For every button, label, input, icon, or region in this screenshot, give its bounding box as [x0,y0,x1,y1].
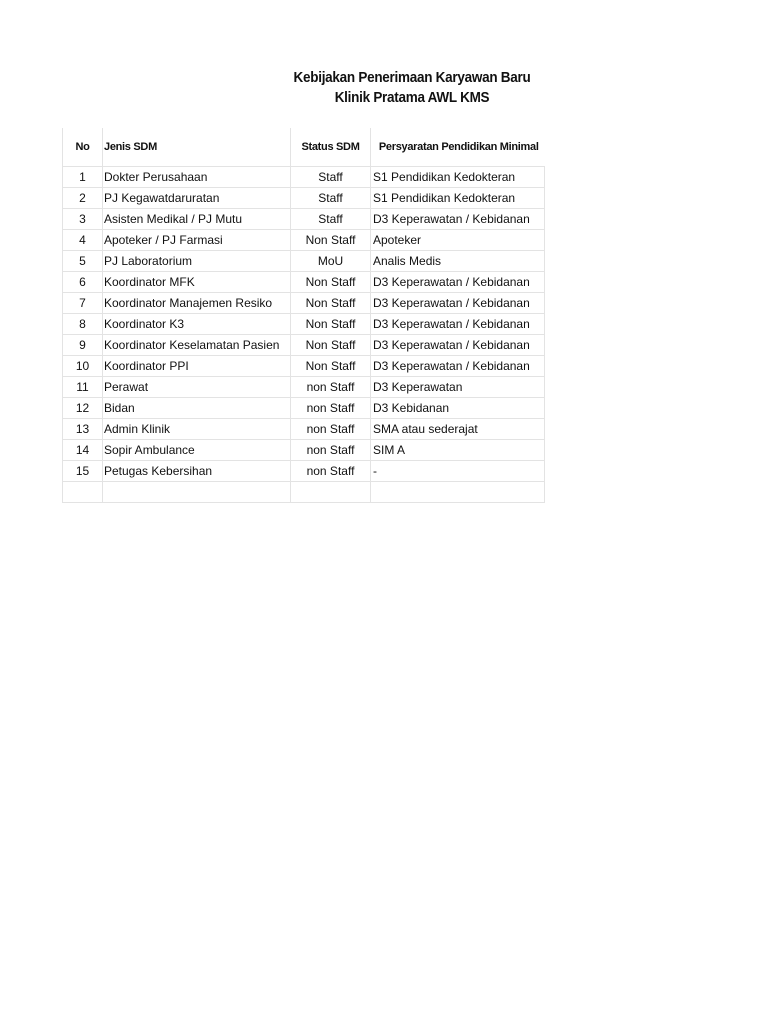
cell-jenis: PJ Laboratorium [103,251,291,272]
cell-no: 7 [63,293,103,314]
cell-jenis: Apoteker / PJ Farmasi [103,230,291,251]
cell-no: 8 [63,314,103,335]
cell-no: 4 [63,230,103,251]
cell-jenis: Perawat [103,377,291,398]
cell-no: 9 [63,335,103,356]
cell-jenis: Koordinator PPI [103,356,291,377]
cell-requirement: D3 Kebidanan [371,398,545,419]
cell-no: 3 [63,209,103,230]
cell-status: Non Staff [291,314,371,335]
cell-requirement: - [371,461,545,482]
cell-status: Staff [291,167,371,188]
table-row [63,272,545,293]
cell-requirement: S1 Pendidikan Kedokteran [371,188,545,209]
cell-no: 6 [63,272,103,293]
cell-requirement: D3 Keperawatan / Kebidanan [371,293,545,314]
cell-jenis: Admin Klinik [103,419,291,440]
empty-cell [291,482,371,503]
cell-status: Non Staff [291,335,371,356]
cell-jenis: Koordinator Keselamatan Pasien [103,335,291,356]
table-row [63,167,545,188]
cell-requirement: Analis Medis [371,251,545,272]
title-line-2: Klinik Pratama AWL KMS [334,89,490,106]
cell-no: 14 [63,440,103,461]
cell-status: Non Staff [291,356,371,377]
header-status: Status SDM [291,128,371,167]
empty-cell [63,482,103,503]
cell-jenis: Koordinator K3 [103,314,291,335]
cell-status: MoU [291,251,371,272]
cell-jenis: PJ Kegawatdaruratan [103,188,291,209]
cell-jenis: Koordinator MFK [103,272,291,293]
header-no: No [63,128,103,167]
document-title [200,68,624,108]
header-requirement: Persyaratan Pendidikan Minimal [371,128,545,167]
table-row [63,209,545,230]
cell-jenis: Koordinator Manajemen Resiko [103,293,291,314]
cell-status: Non Staff [291,272,371,293]
cell-status: non Staff [291,419,371,440]
cell-no: 13 [63,419,103,440]
empty-cell [371,482,545,503]
cell-requirement: D3 Keperawatan / Kebidanan [371,272,545,293]
table-row [63,440,545,461]
cell-jenis: Sopir Ambulance [103,440,291,461]
table-row [63,293,545,314]
table-row [63,419,545,440]
sdm-table [62,128,545,503]
cell-no: 12 [63,398,103,419]
cell-status: non Staff [291,377,371,398]
cell-jenis: Petugas Kebersihan [103,461,291,482]
cell-no: 15 [63,461,103,482]
table-header-row [63,128,545,167]
cell-status: non Staff [291,461,371,482]
cell-no: 11 [63,377,103,398]
cell-no: 2 [63,188,103,209]
table-row [63,230,545,251]
cell-no: 1 [63,167,103,188]
table-row [63,398,545,419]
title-line-1: Kebijakan Penerimaan Karyawan Baru [293,69,531,86]
cell-jenis: Dokter Perusahaan [103,167,291,188]
empty-cell [103,482,291,503]
table-row [63,377,545,398]
table-row [63,251,545,272]
cell-status: Staff [291,188,371,209]
cell-status: Non Staff [291,293,371,314]
cell-requirement: SIM A [371,440,545,461]
cell-requirement: D3 Keperawatan / Kebidanan [371,209,545,230]
table-row [63,188,545,209]
cell-status: Staff [291,209,371,230]
cell-status: non Staff [291,398,371,419]
cell-no: 5 [63,251,103,272]
empty-row [63,482,545,503]
cell-requirement: SMA atau sederajat [371,419,545,440]
cell-requirement: D3 Keperawatan / Kebidanan [371,314,545,335]
table-row [63,335,545,356]
cell-requirement: D3 Keperawatan [371,377,545,398]
cell-status: Non Staff [291,230,371,251]
cell-requirement: Apoteker [371,230,545,251]
table-row [63,356,545,377]
table-body [63,167,545,503]
cell-requirement: S1 Pendidikan Kedokteran [371,167,545,188]
cell-requirement: D3 Keperawatan / Kebidanan [371,335,545,356]
cell-jenis: Bidan [103,398,291,419]
cell-requirement: D3 Keperawatan / Kebidanan [371,356,545,377]
cell-jenis: Asisten Medikal / PJ Mutu [103,209,291,230]
table-row [63,461,545,482]
table-row [63,314,545,335]
header-jenis: Jenis SDM [103,128,291,167]
cell-status: non Staff [291,440,371,461]
cell-no: 10 [63,356,103,377]
